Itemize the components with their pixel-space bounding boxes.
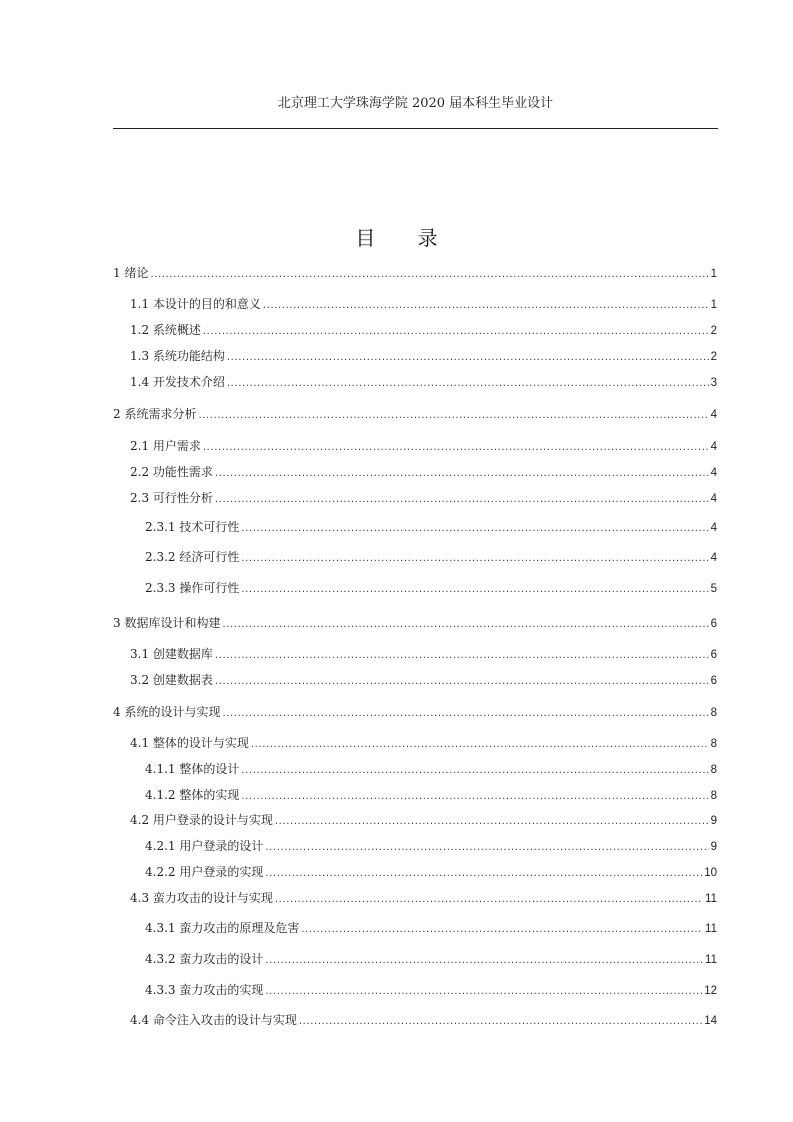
toc-entry-label: 4.2.2 用户登录的实现 [145, 865, 264, 879]
dot-leader [215, 649, 709, 663]
toc-entry-page: 5 [710, 583, 717, 595]
toc-entry-label: 4.1.2 整体的实现 [145, 788, 240, 802]
toc-entry-label: 3.2 创建数据表 [130, 673, 213, 687]
toc-entry[interactable] [130, 439, 717, 453]
toc-entry[interactable] [130, 465, 717, 479]
toc-entry[interactable] [130, 891, 717, 905]
toc-entry-page: 8 [710, 764, 717, 776]
toc-entry-page: 9 [710, 841, 717, 853]
toc-entry-label: 1.3 系统功能结构 [130, 349, 225, 363]
toc-entry-label: 4.3 蛮力攻击的设计与实现 [130, 891, 273, 905]
toc-entry-page: 3 [710, 377, 717, 389]
toc-entry-label: 3 数据库设计和构建 [113, 616, 221, 630]
toc-entry-label: 2.3 可行性分析 [130, 491, 213, 505]
toc-entry-page: 8 [710, 738, 717, 750]
toc-entry-page: 1 [710, 299, 717, 311]
toc-entry-label: 1.4 开发技术介绍 [130, 375, 225, 389]
toc-entry-label: 4.3.3 蛮力攻击的实现 [145, 983, 264, 997]
dot-leader [222, 707, 708, 721]
toc-entry-page: 8 [710, 707, 717, 719]
toc-entry-label: 4.3.2 蛮力攻击的设计 [145, 952, 264, 966]
toc-entry[interactable] [145, 952, 717, 966]
toc-entry[interactable] [145, 839, 717, 853]
toc-entry-page: 6 [710, 618, 717, 630]
toc-entry-page: 2 [710, 325, 717, 337]
dot-leader [241, 764, 708, 778]
toc-entry-label: 2.2 功能性需求 [130, 465, 213, 479]
toc-entry[interactable] [113, 266, 717, 280]
page-header: 北京理工大学珠海学院 2020 届本科生毕业设计 [277, 96, 554, 111]
toc-entry-page: 11 [705, 923, 717, 935]
toc-entry-label: 4 系统的设计与实现 [113, 705, 221, 719]
toc-entry[interactable] [145, 581, 717, 595]
dot-leader [251, 738, 709, 752]
dot-leader [227, 351, 709, 365]
toc-entry-page: 4 [710, 467, 717, 479]
toc-entry[interactable] [130, 736, 717, 750]
dot-leader [265, 867, 702, 881]
toc-entry-label: 2 系统需求分析 [113, 407, 197, 421]
toc-entry[interactable] [130, 491, 717, 505]
toc-entry-page: 2 [710, 351, 717, 363]
toc-entry-page: 4 [710, 552, 717, 564]
dot-leader [215, 493, 709, 507]
toc-entry[interactable] [130, 673, 717, 687]
toc-entry[interactable] [113, 705, 717, 719]
dot-leader [222, 618, 708, 632]
toc-entry-label: 3.1 创建数据库 [130, 647, 213, 661]
dot-leader [301, 923, 703, 937]
dot-leader [215, 675, 709, 689]
toc-entry-page: 8 [710, 790, 717, 802]
toc-entry-page: 12 [704, 985, 717, 997]
toc-entry-label: 4.4 命令注入攻击的设计与实现 [130, 1013, 297, 1027]
toc-entry-label: 4.2.1 用户登录的设计 [145, 839, 264, 853]
dot-leader [203, 441, 709, 455]
toc-entry-page: 14 [704, 1015, 717, 1027]
dot-leader [299, 1015, 702, 1029]
dot-leader [198, 409, 708, 423]
dot-leader [215, 467, 709, 481]
toc-entry-label: 2.3.2 经济可行性 [145, 550, 240, 564]
toc-entry[interactable] [145, 520, 717, 534]
toc-entry[interactable] [130, 297, 717, 311]
toc-entry-page: 6 [710, 649, 717, 661]
toc-entry[interactable] [113, 407, 717, 421]
toc-entry-page: 11 [705, 893, 717, 905]
dot-leader [275, 815, 709, 829]
toc-title: 目 录 [355, 226, 456, 250]
toc-entry-page: 4 [710, 493, 717, 505]
toc-entry[interactable] [130, 647, 717, 661]
dot-leader [263, 299, 709, 313]
toc-entry-page: 4 [710, 441, 717, 453]
toc-entry-label: 2.1 用户需求 [130, 439, 201, 453]
toc-entry[interactable] [145, 788, 717, 802]
toc-entry-label: 1.2 系统概述 [130, 323, 201, 337]
dot-leader [265, 954, 703, 968]
toc-entry-page: 4 [710, 409, 717, 421]
dot-leader [265, 985, 702, 999]
dot-leader [227, 377, 709, 391]
toc-entry-label: 4.3.1 蛮力攻击的原理及危害 [145, 921, 300, 935]
toc-entry[interactable] [130, 813, 717, 827]
toc-entry-label: 2.3.1 技术可行性 [145, 520, 240, 534]
dot-leader [203, 325, 709, 339]
dot-leader [241, 522, 708, 536]
toc-entry-label: 4.1.1 整体的设计 [145, 762, 240, 776]
toc-entry-label: 4.2 用户登录的设计与实现 [130, 813, 273, 827]
dot-leader [241, 552, 708, 566]
toc-entry-page: 9 [710, 815, 717, 827]
toc-entry[interactable] [130, 349, 717, 363]
toc-entry[interactable] [145, 983, 717, 997]
header-rule [113, 128, 718, 129]
dot-leader [241, 583, 708, 597]
dot-leader [265, 841, 708, 855]
toc-entry-page: 6 [710, 675, 717, 687]
toc-entry[interactable] [130, 323, 717, 337]
toc-entry-label: 4.1 整体的设计与实现 [130, 736, 249, 750]
toc-entry-page: 4 [710, 522, 717, 534]
dot-leader [241, 790, 708, 804]
toc-entry[interactable] [130, 1013, 717, 1027]
toc-entry-page: 1 [710, 268, 717, 280]
toc-entry[interactable] [113, 616, 717, 630]
toc-entry[interactable] [145, 550, 717, 564]
toc-entry[interactable] [130, 375, 717, 389]
toc-entry[interactable] [145, 865, 717, 879]
toc-entry-label: 1 绪论 [113, 266, 149, 280]
toc-entry-label: 1.1 本设计的目的和意义 [130, 297, 261, 311]
toc-entry[interactable] [145, 921, 717, 935]
toc-entry[interactable] [145, 762, 717, 776]
toc-entry-page: 10 [704, 867, 717, 879]
dot-leader [275, 893, 703, 907]
dot-leader [150, 268, 708, 282]
toc-entry-page: 11 [705, 954, 717, 966]
toc-entry-label: 2.3.3 操作可行性 [145, 581, 240, 595]
